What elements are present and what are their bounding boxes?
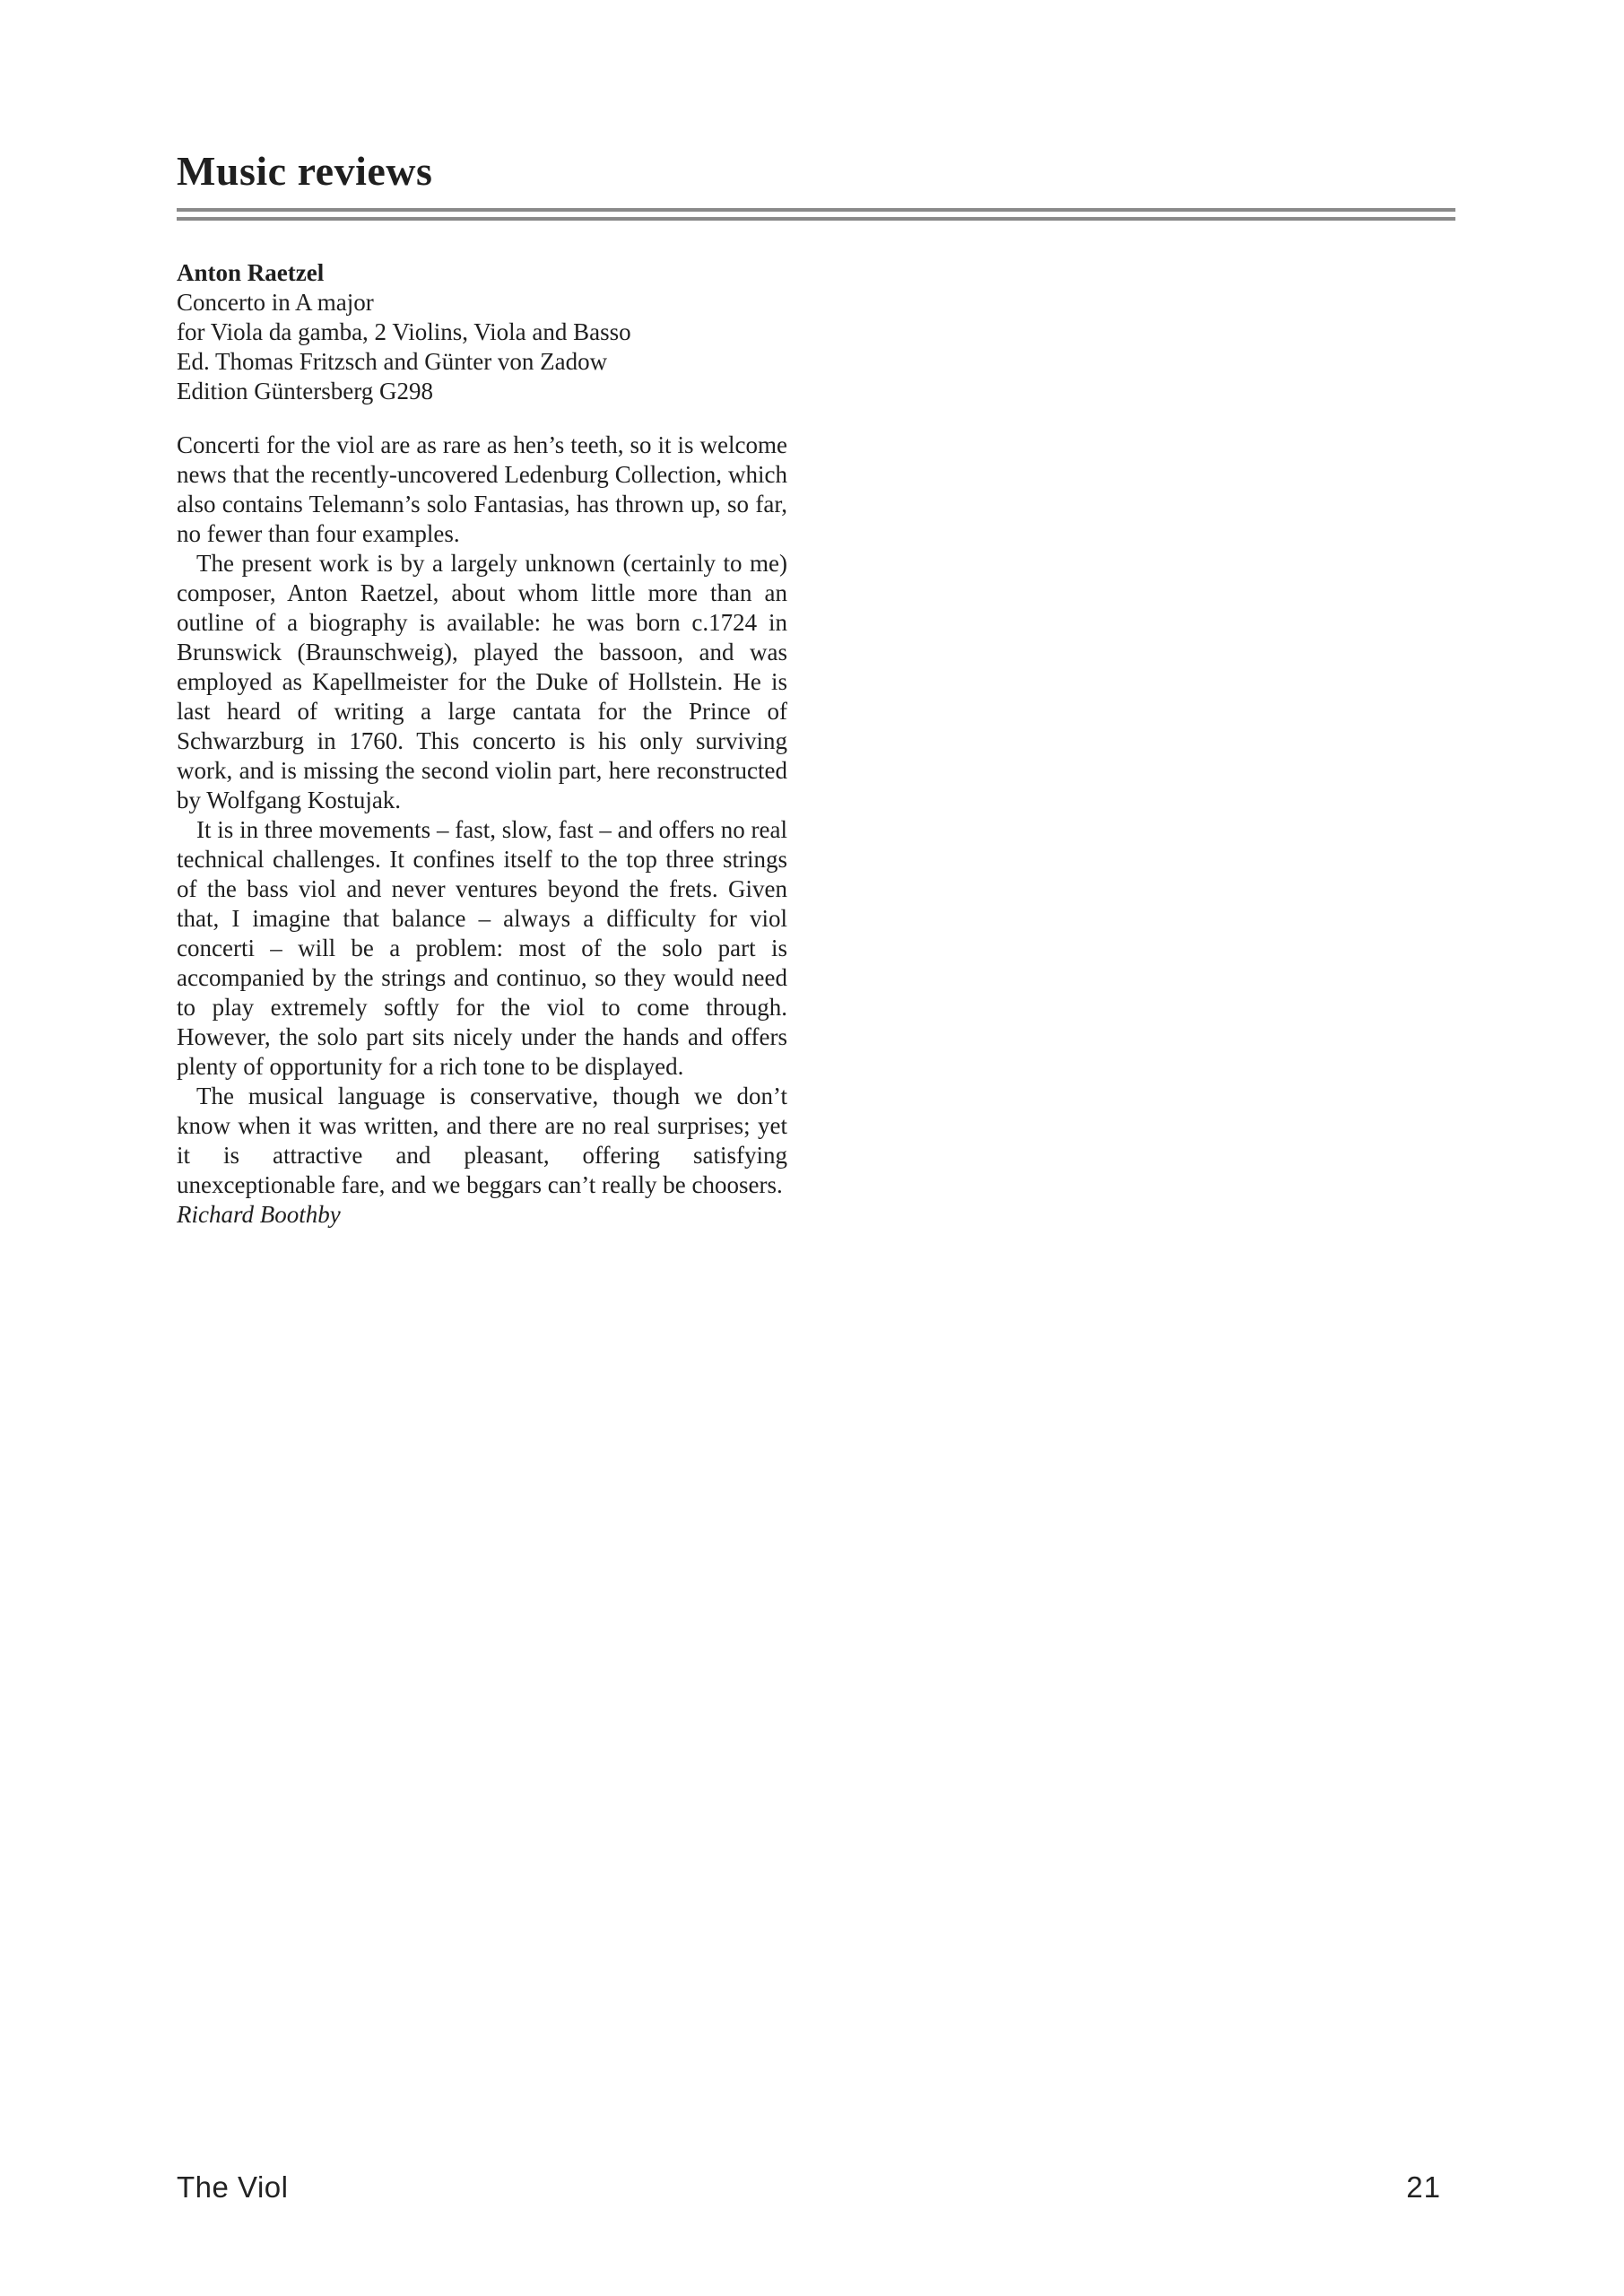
reviewer-name: Richard Boothby	[177, 1201, 341, 1228]
review-scoring: for Viola da gamba, 2 Violins, Viola and Basso	[177, 318, 631, 345]
page-title: Music reviews	[177, 148, 433, 194]
review-editors: Ed. Thomas Fritzsch and Günter von Zadow	[177, 348, 608, 375]
review-paragraph-4: The musical language is conservative, though we don’t know when it was written, and there are no real surprises; yet it is attractive and pleasant, offering satisfying unexceptionable fare, and we beggars can’t really be choosers.	[177, 1083, 787, 1198]
footer-journal-title: The Viol	[177, 2170, 289, 2204]
review-edition: Edition Güntersberg G298	[177, 378, 433, 404]
review-work-title: Concerto in A major	[177, 289, 374, 316]
review-composer: Anton Raetzel	[177, 259, 325, 286]
review-paragraph-2: The present work is by a largely unknown (certainly to me) composer, Anton Raetzel, about whom little more than an outline of a biography is available: he was born c.1724 in Brunswick (Braunschweig), played the bassoon, and was employed as Kapellmeister for the Duke of Hollstein. He is last heard of writing a large cantata for the Prince of Schwarzburg in 1760. This concerto is his only surviving work, and is missing the second violin part, here reconstructed by Wolfgang Kostujak.	[177, 550, 787, 813]
review-column	[177, 258, 787, 1230]
review-paragraph-1: Concerti for the viol are as rare as hen’s teeth, so it is welcome news that the recently-uncovered Ledenburg Collection, which also contains Telemann’s solo Fantasias, has thrown up, so far, no fewer than four examples.	[177, 431, 787, 547]
review-paragraph-3: It is in three movements – fast, slow, fast – and offers no real technical challenges. It confines itself to the top three strings of the bass viol and never ventures beyond the frets. Given that, I imagine that balance – always a difficulty for viol concerti – will be a problem: most of the solo part is accompanied by the strings and continuo, so they would need to play extremely softly for the viol to come through. However, the solo part sits nicely under the hands and offers plenty of opportunity for a rich tone to be displayed.	[177, 816, 787, 1080]
title-double-rule	[177, 208, 1455, 221]
review-heading	[177, 258, 787, 406]
footer-page-number: 21	[1406, 2170, 1441, 2204]
